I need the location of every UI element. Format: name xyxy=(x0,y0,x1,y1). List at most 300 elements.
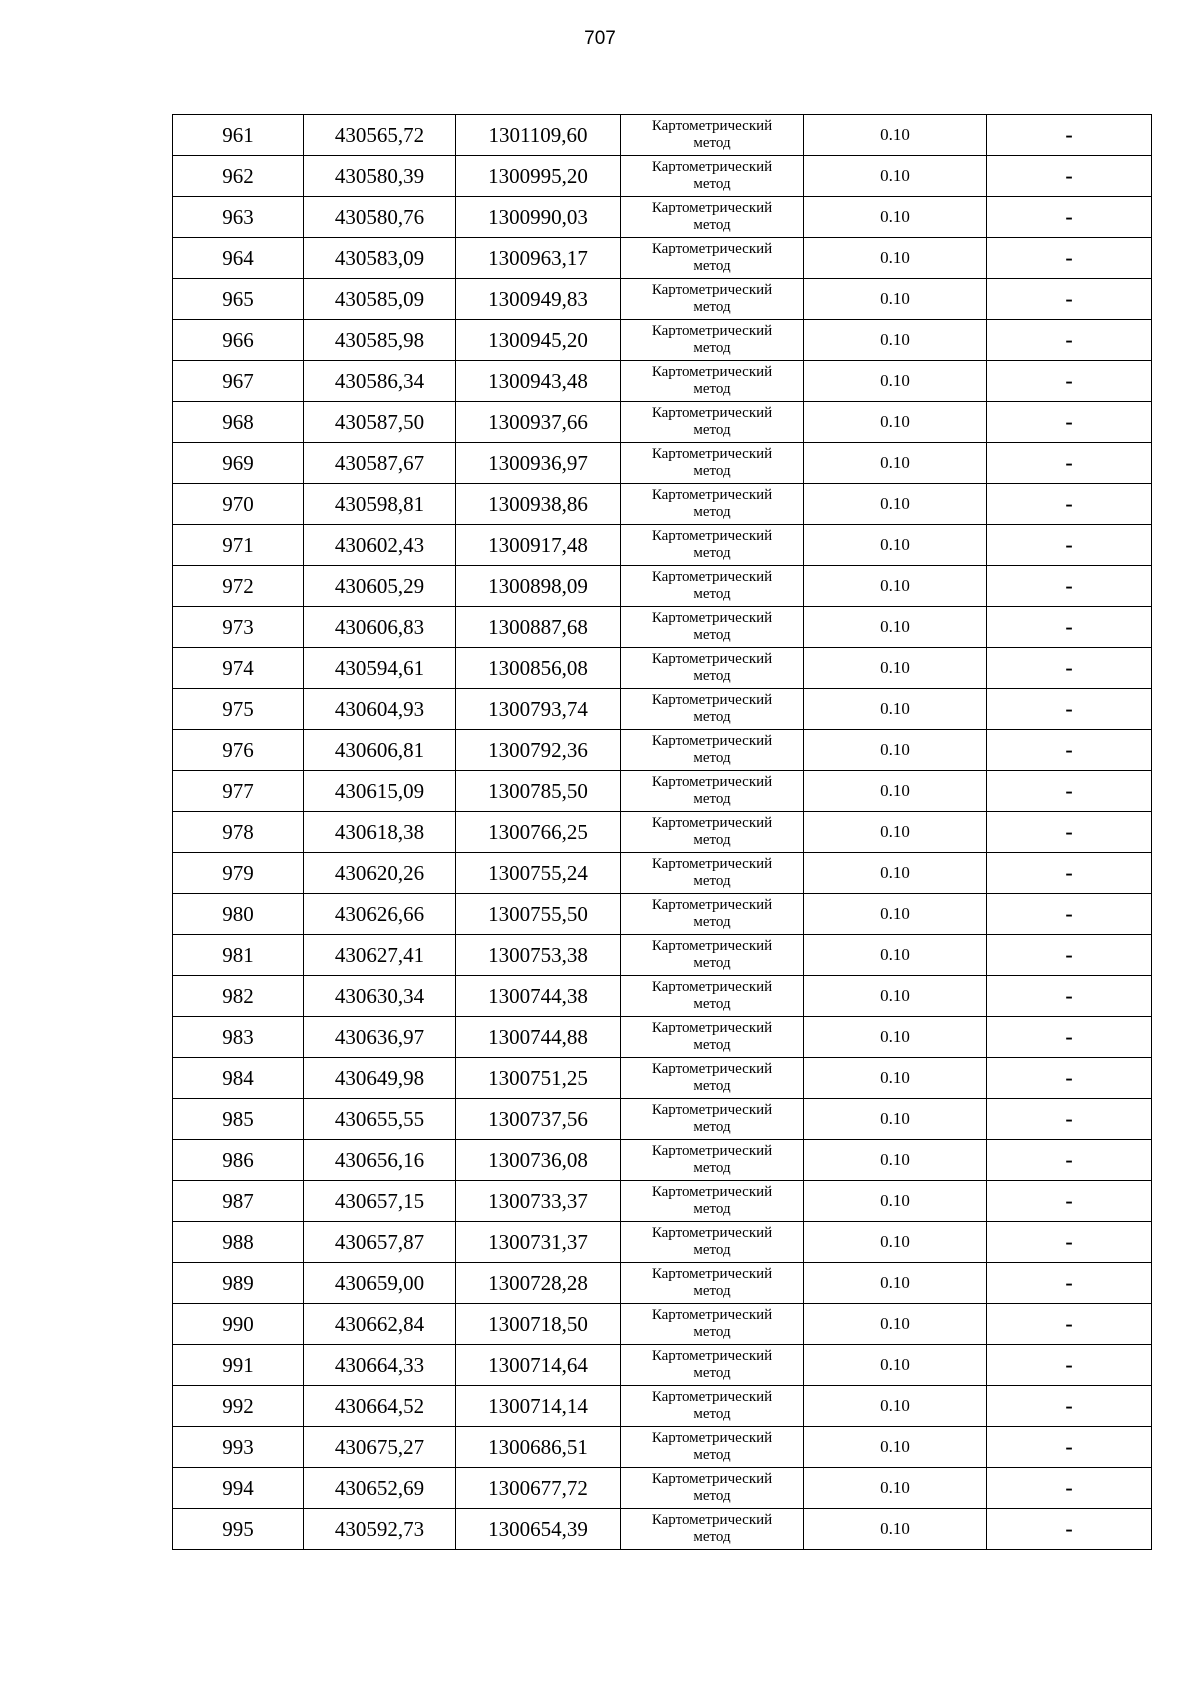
x-coordinate-cell: 430594,61 xyxy=(304,648,456,689)
table-row xyxy=(173,812,1152,853)
method-line-1: Картометрический xyxy=(651,323,773,339)
x-coordinate-cell: 430606,81 xyxy=(304,730,456,771)
y-coordinate-cell: 1300990,03 xyxy=(456,197,621,238)
point-number-cell: 973 xyxy=(173,607,304,648)
accuracy-cell: 0.10 xyxy=(804,115,987,156)
table-row xyxy=(173,1181,1152,1222)
accuracy-cell: 0.10 xyxy=(804,607,987,648)
method-cell xyxy=(621,1181,804,1222)
method-cell xyxy=(621,935,804,976)
point-number-cell: 977 xyxy=(173,771,304,812)
x-coordinate-cell: 430662,84 xyxy=(304,1304,456,1345)
method-line-2: метод xyxy=(693,1488,731,1504)
x-coordinate-cell: 430620,26 xyxy=(304,853,456,894)
y-coordinate-cell: 1300753,38 xyxy=(456,935,621,976)
method-cell xyxy=(621,1468,804,1509)
y-coordinate-cell: 1300785,50 xyxy=(456,771,621,812)
x-coordinate-cell: 430585,09 xyxy=(304,279,456,320)
point-number-cell: 991 xyxy=(173,1345,304,1386)
accuracy-cell: 0.10 xyxy=(804,1222,987,1263)
method-cell xyxy=(621,443,804,484)
method-line-1: Картометрический xyxy=(651,979,773,995)
method-cell xyxy=(621,566,804,607)
accuracy-cell: 0.10 xyxy=(804,935,987,976)
point-number-cell: 962 xyxy=(173,156,304,197)
y-coordinate-cell: 1300887,68 xyxy=(456,607,621,648)
method-line-2: метод xyxy=(693,873,731,889)
description-cell: - xyxy=(987,525,1152,566)
x-coordinate-cell: 430675,27 xyxy=(304,1427,456,1468)
table-row xyxy=(173,1099,1152,1140)
method-line-2: метод xyxy=(693,832,731,848)
method-cell xyxy=(621,238,804,279)
description-cell: - xyxy=(987,279,1152,320)
method-line-2: метод xyxy=(693,545,731,561)
method-line-1: Картометрический xyxy=(651,487,773,503)
description-cell: - xyxy=(987,238,1152,279)
accuracy-cell: 0.10 xyxy=(804,443,987,484)
table-row xyxy=(173,1345,1152,1386)
table-row xyxy=(173,484,1152,525)
method-cell xyxy=(621,156,804,197)
x-coordinate-cell: 430606,83 xyxy=(304,607,456,648)
table-row xyxy=(173,1058,1152,1099)
y-coordinate-cell: 1300936,97 xyxy=(456,443,621,484)
accuracy-cell: 0.10 xyxy=(804,1099,987,1140)
point-number-cell: 980 xyxy=(173,894,304,935)
table-row xyxy=(173,935,1152,976)
table-row xyxy=(173,1017,1152,1058)
accuracy-cell: 0.10 xyxy=(804,361,987,402)
method-line-1: Картометрический xyxy=(651,856,773,872)
method-line-1: Картометрический xyxy=(651,1184,773,1200)
table-row xyxy=(173,1140,1152,1181)
y-coordinate-cell: 1300714,64 xyxy=(456,1345,621,1386)
table-row xyxy=(173,566,1152,607)
method-line-2: метод xyxy=(693,1119,731,1135)
method-line-2: метод xyxy=(693,1447,731,1463)
accuracy-cell: 0.10 xyxy=(804,1017,987,1058)
accuracy-cell: 0.10 xyxy=(804,771,987,812)
method-cell xyxy=(621,771,804,812)
method-line-1: Картометрический xyxy=(651,1061,773,1077)
method-line-1: Картометрический xyxy=(651,1102,773,1118)
table-row xyxy=(173,1386,1152,1427)
accuracy-cell: 0.10 xyxy=(804,566,987,607)
description-cell: - xyxy=(987,115,1152,156)
y-coordinate-cell: 1300856,08 xyxy=(456,648,621,689)
x-coordinate-cell: 430618,38 xyxy=(304,812,456,853)
description-cell: - xyxy=(987,1427,1152,1468)
x-coordinate-cell: 430655,55 xyxy=(304,1099,456,1140)
method-line-1: Картометрический xyxy=(651,610,773,626)
table-row xyxy=(173,771,1152,812)
method-cell xyxy=(621,1017,804,1058)
table-row xyxy=(173,1509,1152,1550)
y-coordinate-cell: 1300728,28 xyxy=(456,1263,621,1304)
method-cell xyxy=(621,894,804,935)
method-line-2: метод xyxy=(693,668,731,684)
method-cell xyxy=(621,730,804,771)
y-coordinate-cell: 1300938,86 xyxy=(456,484,621,525)
y-coordinate-cell: 1300755,50 xyxy=(456,894,621,935)
method-line-2: метод xyxy=(693,299,731,315)
method-line-1: Картометрический xyxy=(651,815,773,831)
description-cell: - xyxy=(987,484,1152,525)
method-line-2: метод xyxy=(693,176,731,192)
y-coordinate-cell: 1300733,37 xyxy=(456,1181,621,1222)
method-line-1: Картометрический xyxy=(651,1471,773,1487)
method-cell xyxy=(621,1058,804,1099)
method-line-2: метод xyxy=(693,914,731,930)
y-coordinate-cell: 1300744,88 xyxy=(456,1017,621,1058)
method-line-1: Картометрический xyxy=(651,1307,773,1323)
method-line-1: Картометрический xyxy=(651,569,773,585)
method-cell xyxy=(621,1345,804,1386)
method-line-1: Картометрический xyxy=(651,1512,773,1528)
table-row xyxy=(173,1263,1152,1304)
point-number-cell: 979 xyxy=(173,853,304,894)
method-line-2: метод xyxy=(693,791,731,807)
y-coordinate-cell: 1300686,51 xyxy=(456,1427,621,1468)
description-cell: - xyxy=(987,771,1152,812)
method-cell xyxy=(621,115,804,156)
description-cell: - xyxy=(987,320,1152,361)
y-coordinate-cell: 1300755,24 xyxy=(456,853,621,894)
y-coordinate-cell: 1300937,66 xyxy=(456,402,621,443)
y-coordinate-cell: 1300943,48 xyxy=(456,361,621,402)
point-number-cell: 974 xyxy=(173,648,304,689)
method-line-2: метод xyxy=(693,750,731,766)
method-cell xyxy=(621,1427,804,1468)
method-cell xyxy=(621,607,804,648)
method-cell xyxy=(621,279,804,320)
x-coordinate-cell: 430580,76 xyxy=(304,197,456,238)
description-cell: - xyxy=(987,1386,1152,1427)
method-line-1: Картометрический xyxy=(651,405,773,421)
accuracy-cell: 0.10 xyxy=(804,1304,987,1345)
x-coordinate-cell: 430565,72 xyxy=(304,115,456,156)
point-number-cell: 964 xyxy=(173,238,304,279)
method-line-1: Картометрический xyxy=(651,1389,773,1405)
description-cell: - xyxy=(987,402,1152,443)
x-coordinate-cell: 430583,09 xyxy=(304,238,456,279)
coordinates-table xyxy=(172,114,1152,1550)
method-line-2: метод xyxy=(693,627,731,643)
y-coordinate-cell: 1300898,09 xyxy=(456,566,621,607)
table-row xyxy=(173,730,1152,771)
accuracy-cell: 0.10 xyxy=(804,1509,987,1550)
y-coordinate-cell: 1300718,50 xyxy=(456,1304,621,1345)
page-number: 707 xyxy=(584,28,616,49)
x-coordinate-cell: 430602,43 xyxy=(304,525,456,566)
method-line-2: метод xyxy=(693,1201,731,1217)
point-number-cell: 993 xyxy=(173,1427,304,1468)
point-number-cell: 982 xyxy=(173,976,304,1017)
point-number-cell: 986 xyxy=(173,1140,304,1181)
method-line-2: метод xyxy=(693,1242,731,1258)
table-row xyxy=(173,853,1152,894)
method-line-2: метод xyxy=(693,1529,731,1545)
accuracy-cell: 0.10 xyxy=(804,1181,987,1222)
table-row xyxy=(173,1468,1152,1509)
method-cell xyxy=(621,197,804,238)
method-cell xyxy=(621,1140,804,1181)
table-row xyxy=(173,648,1152,689)
accuracy-cell: 0.10 xyxy=(804,1468,987,1509)
accuracy-cell: 0.10 xyxy=(804,1345,987,1386)
method-line-2: метод xyxy=(693,996,731,1012)
method-cell xyxy=(621,812,804,853)
point-number-cell: 966 xyxy=(173,320,304,361)
method-line-2: метод xyxy=(693,1324,731,1340)
y-coordinate-cell: 1300731,37 xyxy=(456,1222,621,1263)
method-line-1: Картометрический xyxy=(651,1348,773,1364)
method-line-2: метод xyxy=(693,463,731,479)
table-row xyxy=(173,238,1152,279)
table-row xyxy=(173,320,1152,361)
description-cell: - xyxy=(987,197,1152,238)
method-line-1: Картометрический xyxy=(651,651,773,667)
method-line-2: метод xyxy=(693,340,731,356)
point-number-cell: 975 xyxy=(173,689,304,730)
accuracy-cell: 0.10 xyxy=(804,689,987,730)
method-cell xyxy=(621,853,804,894)
y-coordinate-cell: 1300677,72 xyxy=(456,1468,621,1509)
point-number-cell: 981 xyxy=(173,935,304,976)
description-cell: - xyxy=(987,443,1152,484)
description-cell: - xyxy=(987,730,1152,771)
point-number-cell: 988 xyxy=(173,1222,304,1263)
table-row xyxy=(173,402,1152,443)
accuracy-cell: 0.10 xyxy=(804,1058,987,1099)
y-coordinate-cell: 1300751,25 xyxy=(456,1058,621,1099)
method-line-1: Картометрический xyxy=(651,118,773,134)
method-line-1: Картометрический xyxy=(651,528,773,544)
method-line-1: Картометрический xyxy=(651,159,773,175)
y-coordinate-cell: 1300744,38 xyxy=(456,976,621,1017)
point-number-cell: 961 xyxy=(173,115,304,156)
x-coordinate-cell: 430604,93 xyxy=(304,689,456,730)
y-coordinate-cell: 1300945,20 xyxy=(456,320,621,361)
y-coordinate-cell: 1300737,56 xyxy=(456,1099,621,1140)
x-coordinate-cell: 430605,29 xyxy=(304,566,456,607)
method-line-2: метод xyxy=(693,1160,731,1176)
method-line-1: Картометрический xyxy=(651,1430,773,1446)
table-row xyxy=(173,894,1152,935)
description-cell: - xyxy=(987,648,1152,689)
point-number-cell: 987 xyxy=(173,1181,304,1222)
accuracy-cell: 0.10 xyxy=(804,976,987,1017)
table-row xyxy=(173,689,1152,730)
method-cell xyxy=(621,1386,804,1427)
description-cell: - xyxy=(987,894,1152,935)
point-number-cell: 968 xyxy=(173,402,304,443)
accuracy-cell: 0.10 xyxy=(804,894,987,935)
method-line-1: Картометрический xyxy=(651,282,773,298)
y-coordinate-cell: 1300766,25 xyxy=(456,812,621,853)
y-coordinate-cell: 1300949,83 xyxy=(456,279,621,320)
x-coordinate-cell: 430630,34 xyxy=(304,976,456,1017)
table-row xyxy=(173,361,1152,402)
y-coordinate-cell: 1300736,08 xyxy=(456,1140,621,1181)
method-line-2: метод xyxy=(693,1406,731,1422)
description-cell: - xyxy=(987,607,1152,648)
description-cell: - xyxy=(987,1263,1152,1304)
description-cell: - xyxy=(987,1222,1152,1263)
method-line-1: Картометрический xyxy=(651,1020,773,1036)
x-coordinate-cell: 430649,98 xyxy=(304,1058,456,1099)
accuracy-cell: 0.10 xyxy=(804,484,987,525)
accuracy-cell: 0.10 xyxy=(804,1427,987,1468)
accuracy-cell: 0.10 xyxy=(804,238,987,279)
point-number-cell: 983 xyxy=(173,1017,304,1058)
description-cell: - xyxy=(987,1345,1152,1386)
y-coordinate-cell: 1300793,74 xyxy=(456,689,621,730)
accuracy-cell: 0.10 xyxy=(804,1263,987,1304)
method-cell xyxy=(621,525,804,566)
x-coordinate-cell: 430652,69 xyxy=(304,1468,456,1509)
accuracy-cell: 0.10 xyxy=(804,812,987,853)
x-coordinate-cell: 430626,66 xyxy=(304,894,456,935)
table-row xyxy=(173,1222,1152,1263)
method-line-2: метод xyxy=(693,1078,731,1094)
point-number-cell: 990 xyxy=(173,1304,304,1345)
y-coordinate-cell: 1300714,14 xyxy=(456,1386,621,1427)
accuracy-cell: 0.10 xyxy=(804,156,987,197)
description-cell: - xyxy=(987,1058,1152,1099)
accuracy-cell: 0.10 xyxy=(804,1386,987,1427)
description-cell: - xyxy=(987,1181,1152,1222)
method-cell xyxy=(621,1222,804,1263)
method-line-2: метод xyxy=(693,1365,731,1381)
accuracy-cell: 0.10 xyxy=(804,279,987,320)
x-coordinate-cell: 430636,97 xyxy=(304,1017,456,1058)
method-line-2: метод xyxy=(693,135,731,151)
y-coordinate-cell: 1300654,39 xyxy=(456,1509,621,1550)
method-line-1: Картометрический xyxy=(651,200,773,216)
point-number-cell: 985 xyxy=(173,1099,304,1140)
method-line-2: метод xyxy=(693,381,731,397)
y-coordinate-cell: 1300792,36 xyxy=(456,730,621,771)
description-cell: - xyxy=(987,1509,1152,1550)
x-coordinate-cell: 430587,50 xyxy=(304,402,456,443)
description-cell: - xyxy=(987,935,1152,976)
method-cell xyxy=(621,1509,804,1550)
accuracy-cell: 0.10 xyxy=(804,730,987,771)
x-coordinate-cell: 430656,16 xyxy=(304,1140,456,1181)
method-cell xyxy=(621,484,804,525)
table-row xyxy=(173,115,1152,156)
table-body xyxy=(173,115,1152,1550)
method-cell xyxy=(621,1304,804,1345)
x-coordinate-cell: 430627,41 xyxy=(304,935,456,976)
description-cell: - xyxy=(987,156,1152,197)
method-line-1: Картометрический xyxy=(651,897,773,913)
point-number-cell: 971 xyxy=(173,525,304,566)
method-line-1: Картометрический xyxy=(651,1225,773,1241)
x-coordinate-cell: 430615,09 xyxy=(304,771,456,812)
description-cell: - xyxy=(987,1140,1152,1181)
method-line-1: Картометрический xyxy=(651,692,773,708)
point-number-cell: 978 xyxy=(173,812,304,853)
accuracy-cell: 0.10 xyxy=(804,853,987,894)
method-line-1: Картометрический xyxy=(651,938,773,954)
point-number-cell: 984 xyxy=(173,1058,304,1099)
method-line-1: Картометрический xyxy=(651,446,773,462)
x-coordinate-cell: 430587,67 xyxy=(304,443,456,484)
method-line-2: метод xyxy=(693,217,731,233)
point-number-cell: 994 xyxy=(173,1468,304,1509)
point-number-cell: 963 xyxy=(173,197,304,238)
y-coordinate-cell: 1300995,20 xyxy=(456,156,621,197)
method-line-1: Картометрический xyxy=(651,1266,773,1282)
x-coordinate-cell: 430586,34 xyxy=(304,361,456,402)
description-cell: - xyxy=(987,853,1152,894)
method-line-2: метод xyxy=(693,955,731,971)
table-row xyxy=(173,1427,1152,1468)
x-coordinate-cell: 430585,98 xyxy=(304,320,456,361)
table-row xyxy=(173,443,1152,484)
method-line-1: Картометрический xyxy=(651,1143,773,1159)
accuracy-cell: 0.10 xyxy=(804,648,987,689)
table-row xyxy=(173,525,1152,566)
accuracy-cell: 0.10 xyxy=(804,320,987,361)
point-number-cell: 970 xyxy=(173,484,304,525)
method-line-1: Картометрический xyxy=(651,241,773,257)
description-cell: - xyxy=(987,1099,1152,1140)
method-cell xyxy=(621,648,804,689)
accuracy-cell: 0.10 xyxy=(804,525,987,566)
method-line-1: Картометрический xyxy=(651,364,773,380)
description-cell: - xyxy=(987,976,1152,1017)
table-row xyxy=(173,607,1152,648)
x-coordinate-cell: 430657,87 xyxy=(304,1222,456,1263)
point-number-cell: 992 xyxy=(173,1386,304,1427)
method-line-1: Картометрический xyxy=(651,774,773,790)
point-number-cell: 965 xyxy=(173,279,304,320)
point-number-cell: 995 xyxy=(173,1509,304,1550)
method-cell xyxy=(621,1099,804,1140)
method-line-2: метод xyxy=(693,1037,731,1053)
description-cell: - xyxy=(987,566,1152,607)
x-coordinate-cell: 430659,00 xyxy=(304,1263,456,1304)
x-coordinate-cell: 430580,39 xyxy=(304,156,456,197)
table-row xyxy=(173,156,1152,197)
table-row xyxy=(173,197,1152,238)
method-line-2: метод xyxy=(693,422,731,438)
accuracy-cell: 0.10 xyxy=(804,197,987,238)
point-number-cell: 976 xyxy=(173,730,304,771)
description-cell: - xyxy=(987,361,1152,402)
method-line-2: метод xyxy=(693,709,731,725)
table-row xyxy=(173,976,1152,1017)
method-cell xyxy=(621,976,804,1017)
accuracy-cell: 0.10 xyxy=(804,1140,987,1181)
point-number-cell: 969 xyxy=(173,443,304,484)
point-number-cell: 972 xyxy=(173,566,304,607)
description-cell: - xyxy=(987,689,1152,730)
method-line-2: метод xyxy=(693,1283,731,1299)
y-coordinate-cell: 1300917,48 xyxy=(456,525,621,566)
x-coordinate-cell: 430657,15 xyxy=(304,1181,456,1222)
method-line-2: метод xyxy=(693,504,731,520)
method-cell xyxy=(621,320,804,361)
description-cell: - xyxy=(987,1468,1152,1509)
method-line-1: Картометрический xyxy=(651,733,773,749)
method-line-2: метод xyxy=(693,258,731,274)
description-cell: - xyxy=(987,1017,1152,1058)
